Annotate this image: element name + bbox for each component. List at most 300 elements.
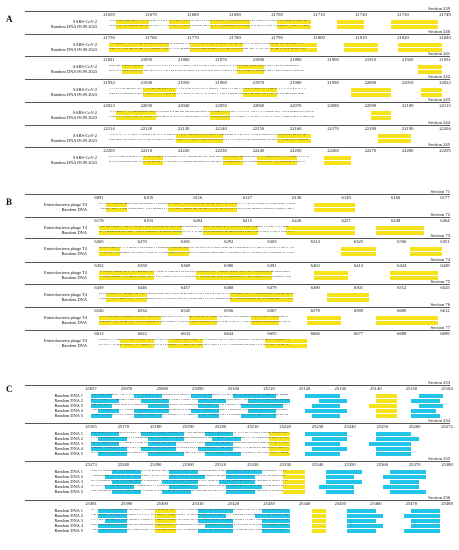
position-tick: 21810 xyxy=(355,35,367,40)
position-tick: 21750 xyxy=(103,35,115,40)
sequence-track xyxy=(99,208,445,212)
sequence-label: Random DNA xyxy=(61,275,87,280)
position-tick: 21780 xyxy=(229,35,241,40)
section-title: Section 243 xyxy=(428,97,450,102)
position-tick: 22250 xyxy=(289,148,302,153)
position-ruler xyxy=(94,308,450,314)
sequence-track xyxy=(109,88,445,92)
position-tick: 22130 xyxy=(177,126,190,131)
section-title: Section 240 xyxy=(428,29,450,34)
sequence-track xyxy=(109,25,445,29)
position-tick: 21749 xyxy=(439,12,451,17)
match-highlight xyxy=(410,247,441,251)
sequence-track xyxy=(109,161,445,165)
position-tick: 22023 xyxy=(103,103,115,108)
match-highlight xyxy=(390,480,418,484)
match-highlight xyxy=(390,271,438,275)
match-highlight xyxy=(314,203,356,207)
sequence-track xyxy=(109,156,445,160)
alignment-section xyxy=(25,6,450,30)
match-highlight xyxy=(312,404,340,408)
sequence-label: Random DNA xyxy=(61,297,87,302)
match-highlight xyxy=(341,247,376,251)
match-highlight xyxy=(376,226,424,230)
sequence-label: Random DNA 4 xyxy=(54,523,83,528)
position-tick: 6303 xyxy=(267,239,277,244)
position-ruler xyxy=(103,103,451,109)
position-tick: 21840 xyxy=(439,35,451,40)
panel-label: B xyxy=(6,197,13,207)
position-tick: 25140 xyxy=(370,386,382,391)
sequence-track xyxy=(99,271,445,275)
position-tick: 6613 xyxy=(94,331,104,336)
alignment-section xyxy=(25,302,450,326)
position-tick: 21850 xyxy=(140,57,153,62)
sequence-track xyxy=(91,480,447,484)
section-title: Section 72 xyxy=(430,212,450,217)
match-highlight xyxy=(326,470,362,474)
position-tick: 25390 xyxy=(120,501,133,506)
position-tick: 21910 xyxy=(364,57,377,62)
match-highlight xyxy=(305,409,348,413)
section-title: Section 236 xyxy=(428,495,450,500)
position-tick: 25380 xyxy=(441,462,453,467)
position-tick: 22190 xyxy=(401,126,414,131)
match-highlight xyxy=(314,271,349,275)
position-ruler xyxy=(94,218,450,224)
position-tick: 21670 xyxy=(145,12,157,17)
nucleotide-sequence: TGGCCGGTCTTACTGTACTAAGTAACTTATTGAAAGAGAGGCAGTGCGTGAGACCCTGTACCAACGTCTCACGTGC xyxy=(91,474,286,478)
position-tick: 25400 xyxy=(156,501,168,506)
position-ruler xyxy=(103,126,451,132)
sequence-track xyxy=(91,509,447,513)
position-ruler xyxy=(85,501,453,507)
sequence-track xyxy=(91,399,447,403)
match-highlight xyxy=(419,404,444,408)
sequence-row xyxy=(25,343,450,348)
match-highlight xyxy=(369,404,397,408)
section-title: Section 76 xyxy=(430,302,450,307)
nucleotide-sequence: CAAACCAATACGGTCAATTGCAAGCAGATCAACGTCAATCATCTGTCATATACGGCTAATTCCGCCGATCTGAGTC xyxy=(99,292,294,296)
position-tick: 22295 xyxy=(439,148,451,153)
sequence-label: Random DNA 3 xyxy=(54,479,83,484)
position-tick: 6138 xyxy=(292,195,302,200)
match-highlight xyxy=(324,156,351,160)
match-highlight xyxy=(305,394,341,398)
position-tick: 22180 xyxy=(364,126,377,131)
match-highlight xyxy=(312,524,326,528)
position-tick: 25180 xyxy=(149,424,162,429)
position-tick: 21800 xyxy=(313,35,325,40)
position-tick: 22022 xyxy=(439,80,451,85)
match-highlight xyxy=(347,529,375,533)
position-tick: 22280 xyxy=(401,148,414,153)
nucleotide-sequence: GTCTTTAGCTCCTTTTACGTTCTATAAGCGTTTCCTGTCCACATGCTTATTTCCGCAGAGCTATCAACTATGAG xyxy=(99,343,289,347)
sequence-track xyxy=(99,293,445,297)
position-tick: 21760 xyxy=(145,35,157,40)
match-highlight xyxy=(305,452,341,456)
position-tick: 6292 xyxy=(224,239,234,244)
position-tick: 21920 xyxy=(401,57,414,62)
sequence-row xyxy=(25,160,450,165)
position-tick: 6314 xyxy=(310,239,320,244)
position-tick: 25110 xyxy=(263,386,275,391)
panel-label: C xyxy=(6,384,13,394)
position-tick: 25220 xyxy=(279,424,291,429)
position-tick: 6633 xyxy=(180,331,191,336)
sequence-track xyxy=(91,470,447,474)
position-tick: 6237 xyxy=(341,218,351,223)
match-highlight xyxy=(371,111,391,115)
position-tick: 6567 xyxy=(267,308,277,313)
match-highlight xyxy=(286,226,355,230)
position-tick: 21770 xyxy=(187,35,199,40)
position-ruler xyxy=(94,285,450,291)
alignment-section xyxy=(25,325,450,349)
position-tick: 6127 xyxy=(242,195,252,200)
sequence-track xyxy=(99,298,445,302)
sequence-label: Random DNA 3 xyxy=(54,403,83,408)
position-tick: 21841 xyxy=(103,57,115,62)
nucleotide-sequence: TATGCATTTGGCCCCAGAATCAGAAAGAGAGACACAGAAATCCATTTACTTATATTGTTTTCCGACTTCAAGCCACTCAC xyxy=(109,110,315,114)
position-tick: 6264 xyxy=(440,218,450,223)
position-tick: 25370 xyxy=(408,462,421,467)
position-tick: 6178 xyxy=(94,218,104,223)
sequence-label: Enterobacteria phage T4 xyxy=(43,338,87,343)
section-title: Section 245 xyxy=(428,142,450,147)
match-highlight xyxy=(351,93,391,97)
sequence-track xyxy=(91,409,447,413)
sequence-label: Random DNA 5 xyxy=(54,413,83,418)
position-tick: 25420 xyxy=(227,501,240,506)
nucleotide-sequence: CTTACAAACGGCAGAGACCTAAGGGTCGCGTCTTGAAACCACCCGTGACGCACCTCAGCAAGTGTCGGCAACAGTAT xyxy=(91,508,289,512)
nucleotide-sequence: TAAATTTTTGATTCGGTCATTTAGACTTGCTCAAGTCTTGATTGGCCCATTGTGTTTGAAGGAATAGTGATACTTAG xyxy=(109,133,307,137)
sequence-track xyxy=(109,65,445,69)
position-tick: 25165 xyxy=(85,424,97,429)
sequence-track xyxy=(99,316,445,320)
match-highlight xyxy=(371,116,391,120)
alignment-section xyxy=(25,279,450,303)
section-title: Section 235 xyxy=(428,456,450,461)
position-tick: 25430 xyxy=(263,501,275,506)
match-highlight xyxy=(312,514,326,518)
sequence-label: Random DNA xyxy=(61,207,87,212)
position-tick: 21900 xyxy=(327,57,339,62)
position-tick: 6413 xyxy=(353,263,364,268)
position-tick: 21950 xyxy=(177,80,190,85)
position-tick: 25130 xyxy=(334,386,346,391)
position-tick: 22080 xyxy=(327,103,339,108)
position-tick: 25320 xyxy=(247,462,259,467)
position-tick: 6352 xyxy=(94,263,104,268)
nucleotide-sequence: TAGCAGGAATAAGCATGGTCATTCTCGCTGTATAGCTGTTACCAGTGGATCGCGCCTTGAACGTATGTCCGCTCG xyxy=(99,275,292,279)
sequence-track xyxy=(91,437,447,441)
alignment-section xyxy=(25,29,450,53)
position-tick: 25100 xyxy=(227,386,240,391)
match-highlight xyxy=(390,470,426,474)
position-tick: 25240 xyxy=(344,424,356,429)
position-tick: 6369 xyxy=(180,263,191,268)
nucleotide-sequence: TCAAGTGCGGTTCTATCTTTCCGATATGCGCGTAAGCATAATATGAGCGCTTACTGCTAACTCGACTAGGAACAGGG xyxy=(91,393,289,397)
sequence-label: Random DNA 09.09.2023 xyxy=(50,69,97,74)
match-highlight xyxy=(312,509,326,513)
section-title: Section 244 xyxy=(428,120,450,125)
position-ruler xyxy=(85,462,453,468)
position-tick: 6358 xyxy=(137,263,147,268)
match-highlight xyxy=(383,475,426,479)
sequence-label: Enterobacteria phage T4 xyxy=(43,225,87,230)
match-highlight xyxy=(351,88,391,92)
nucleotide-sequence: TAAAGTGGACATTTTACCATTGTTATGTTTATCTGTTAACAATCTTTACAAAAATAATGGTAAACAATTGGATGCTGA xyxy=(109,19,309,23)
match-highlight xyxy=(376,452,412,456)
sequence-track xyxy=(91,404,447,408)
position-tick: 25330 xyxy=(279,462,291,467)
match-highlight xyxy=(307,321,342,325)
position-tick: 6666 xyxy=(310,331,320,336)
position-tick: 22150 xyxy=(252,126,265,131)
sequence-label: Random DNA 2 xyxy=(54,436,83,441)
sequence-label: Random DNA 09.09.2023 xyxy=(50,24,97,29)
sequence-label: Random DNA 5 xyxy=(54,489,83,494)
nucleotide-sequence: GTTGCGGAACTCGTTCATCCGGTAAGACTGCGATATTTAGACAGCCCGTGAGGAGCTACTTGATGAATGATCCATT xyxy=(99,230,294,234)
position-tick: 22220 xyxy=(177,148,190,153)
position-tick: 25150 xyxy=(405,386,418,391)
nucleotide-sequence: ACGTATACTACATAAGTTCAAGAATTAATACCACGTTCTACCAGAGGATTGCCTTTACTTTGTTTGTTCCAAGTAAGAAG xyxy=(109,115,315,119)
match-highlight xyxy=(283,475,304,479)
position-tick: 6556 xyxy=(224,308,234,313)
section-title: Section 75 xyxy=(430,279,450,284)
position-tick: 25090 xyxy=(192,386,204,391)
position-tick: 25340 xyxy=(311,462,324,467)
position-tick: 25273 xyxy=(85,462,97,467)
match-highlight xyxy=(341,252,376,256)
alignment-section xyxy=(25,418,453,457)
match-highlight xyxy=(383,485,419,489)
sequence-track xyxy=(99,339,445,343)
position-tick: 22240 xyxy=(252,148,265,153)
match-highlight xyxy=(347,514,383,518)
position-ruler xyxy=(85,386,453,392)
position-tick: 6644 xyxy=(224,331,234,336)
position-tick: 21890 xyxy=(289,57,302,62)
position-tick: 21960 xyxy=(215,80,227,85)
match-highlight xyxy=(376,321,438,325)
section-title: Section 71 xyxy=(430,189,450,194)
position-tick: 21940 xyxy=(140,80,153,85)
section-title: Section 77 xyxy=(430,325,450,330)
match-highlight xyxy=(337,25,364,29)
position-tick: 21970 xyxy=(252,80,265,85)
match-highlight xyxy=(369,442,412,446)
sequence-label: Random DNA xyxy=(61,343,87,348)
match-highlight xyxy=(421,93,441,97)
match-highlight xyxy=(411,399,439,403)
match-highlight xyxy=(418,65,442,69)
sequence-label: Random DNA 2 xyxy=(54,474,83,479)
section-title: Section 241 xyxy=(428,51,450,56)
match-highlight xyxy=(411,414,439,418)
position-tick: 25488 xyxy=(441,501,453,506)
sequence-row xyxy=(25,528,450,533)
sequence-track xyxy=(109,116,445,120)
position-tick: 21690 xyxy=(229,12,241,17)
position-tick: 22100 xyxy=(401,103,414,108)
nucleotide-sequence: AACTTAATGCATCTTTGTGACAACTTAGAGTGACTACCAGATTCTAGGCAAGTAGCCACCAAGTAAGGAGCTTATA xyxy=(99,297,294,301)
sequence-track xyxy=(91,414,447,418)
position-tick: 6622 xyxy=(137,331,147,336)
nucleotide-sequence: ACTGCGCCTTCCTTGTTGGTTCGCAATCGTGAGTGTCCTGACCCGAGTGTATAGAAGAGCAGCGACAACTAACCG xyxy=(91,489,284,493)
match-highlight xyxy=(314,208,356,212)
position-tick: 6438 xyxy=(440,263,450,268)
position-tick: 22060 xyxy=(252,103,265,108)
position-tick: 25080 xyxy=(156,386,168,391)
nucleotide-sequence: CTAAGGGAAAGTTTCGACCCAAGCGCTTAGTTCTAGAAGGCGTCTACGAATCTAAGACGGGCTAACCGGTACCTTAT xyxy=(91,479,289,483)
position-tick: 6391 xyxy=(267,263,277,268)
sequence-track xyxy=(99,252,445,256)
position-tick: 22270 xyxy=(364,148,377,153)
match-highlight xyxy=(391,25,438,29)
alignment-section xyxy=(25,380,453,419)
match-highlight xyxy=(376,316,438,320)
sequence-label: Random DNA 3 xyxy=(54,518,83,523)
sequence-track xyxy=(91,475,447,479)
position-tick: 22260 xyxy=(327,148,339,153)
position-tick: 6526 xyxy=(94,308,104,313)
position-tick: 25360 xyxy=(376,462,389,467)
position-tick: 25057 xyxy=(85,386,97,391)
match-highlight xyxy=(305,442,341,446)
nucleotide-sequence: AGTGCGATAGCAATACCTATATTTAACCTTAGGTGCTTACACCGGCCGTCGATATTGCCATGTGCTCTACAAAGTGG xyxy=(91,513,289,517)
position-tick: 22010 xyxy=(401,80,414,85)
sequence-label: Random DNA 3 xyxy=(54,441,83,446)
match-highlight xyxy=(376,394,397,398)
sequence-track xyxy=(99,247,445,251)
section-title: Section 233 xyxy=(428,380,450,385)
match-highlight xyxy=(410,252,441,256)
alignment-section xyxy=(25,120,450,144)
sequence-label: Random DNA 09.09.2023 xyxy=(50,138,97,143)
nucleotide-sequence: GCAGGAAGAGAGCGACAGTGGCCGAGGCACCCTGACCAGATCCCTACACCATACCAATAGAATCTAGTTGCGAAGCA xyxy=(91,523,289,527)
match-highlight xyxy=(419,394,444,398)
sequence-label: Random DNA 4 xyxy=(54,484,83,489)
position-tick: 22090 xyxy=(364,103,377,108)
nucleotide-sequence: TACTCAGCCTTCTTGCATACGAGGCTAGATCCGATTTAGGTTTGCACGCATCTAAGGGATATGTACGTATTCGAGTG xyxy=(91,413,289,417)
position-tick: 6149 xyxy=(341,195,351,200)
position-tick: 22210 xyxy=(140,148,153,153)
sequence-label: Random DNA 09.09.2023 xyxy=(50,92,97,97)
position-tick: 6380 xyxy=(224,263,234,268)
sequence-label: Random DNA 2 xyxy=(54,398,83,403)
position-tick: 6193 xyxy=(143,218,154,223)
sequence-label: Random DNA xyxy=(61,251,87,256)
match-highlight xyxy=(421,88,441,92)
alignment-section xyxy=(25,189,450,213)
match-highlight xyxy=(390,490,426,494)
position-tick: 25190 xyxy=(182,424,194,429)
position-ruler xyxy=(103,57,451,63)
position-tick: 25381 xyxy=(85,501,97,506)
sequence-label: Random DNA 09.09.2023 xyxy=(50,47,97,52)
match-highlight xyxy=(347,519,375,523)
sequence-label: Enterobacteria phage T4 xyxy=(43,292,87,297)
match-highlight xyxy=(347,524,383,528)
position-tick: 22205 xyxy=(103,148,115,153)
sequence-label: SARS-CoV-2 xyxy=(73,155,97,160)
match-highlight xyxy=(326,475,354,479)
sequence-label: Random DNA 1 xyxy=(54,508,83,513)
sequence-label: Random DNA 1 xyxy=(54,469,83,474)
position-tick: 6525 xyxy=(440,285,450,290)
position-tick: 6424 xyxy=(397,263,407,268)
position-tick: 21870 xyxy=(215,57,227,62)
position-tick: 6677 xyxy=(353,331,364,336)
position-tick: 21820 xyxy=(397,35,409,40)
section-title: Section 242 xyxy=(428,74,450,79)
match-highlight xyxy=(411,519,439,523)
sequence-label: Enterobacteria phage T4 xyxy=(43,202,87,207)
position-tick: 22050 xyxy=(215,103,227,108)
position-tick: 6545 xyxy=(180,308,191,313)
match-highlight xyxy=(376,432,412,436)
sequence-row xyxy=(25,489,450,494)
position-tick: 25290 xyxy=(149,462,162,467)
nucleotide-sequence: GTGTACTTCACGGCCGCTCCGACTTAACCGAACTGCCTTATTGGCTGCTGGGTCCCGAGATAGTAGCTGCACCTCA xyxy=(91,484,286,488)
position-tick: 25164 xyxy=(441,386,453,391)
position-tick: 25272 xyxy=(441,424,453,429)
nucleotide-sequence: AGATACGCTTCTTTCGATGGCGGTATCCTCGAGACTAAGCCGTTGGGATGGCATGGCGTTACCACTCTGGCTGCCCA xyxy=(91,408,289,412)
nucleotide-sequence: ATTCGTCAGATATCAGGGTTCCCTTACCAAACCTCTCGTGTCTCCGTGATTCCGGTGGCTTACATCCCTACTCTGTC xyxy=(91,518,289,522)
position-tick: 6226 xyxy=(292,218,302,223)
sequence-label: Random DNA 1 xyxy=(54,393,83,398)
position-tick: 25200 xyxy=(214,424,227,429)
position-ruler xyxy=(103,80,451,86)
sequence-label: Random DNA xyxy=(61,230,87,235)
position-tick: 6699 xyxy=(440,331,450,336)
position-tick: 6281 xyxy=(180,239,191,244)
sequence-track xyxy=(109,70,445,74)
position-tick: 22114 xyxy=(103,126,115,131)
sequence-label: SARS-CoV-2 xyxy=(73,64,97,69)
position-tick: 25120 xyxy=(298,386,311,391)
position-tick: 22030 xyxy=(140,103,153,108)
position-tick: 6336 xyxy=(397,239,407,244)
sequence-label: SARS-CoV-2 xyxy=(73,87,97,92)
sequence-track xyxy=(109,93,445,97)
nucleotide-sequence: GCAATACCCATGATAGTTTTTTGAACATTCAATTCATTAACTTTCATGGGTAAGTCAGCTGATGTCAAAGACGAGG xyxy=(109,92,304,96)
sequence-track xyxy=(91,432,447,436)
nucleotide-sequence: GCAGAAGCTCGCATTGTAATATATTATTAGCATGTAACATGTACAAATTAAAGCACCAACAAAATCAAACCGGG xyxy=(109,64,299,68)
sequence-label: SARS-CoV-2 xyxy=(73,110,97,115)
match-highlight xyxy=(283,485,304,489)
position-tick: 6351 xyxy=(440,239,450,244)
position-tick: 6270 xyxy=(137,239,147,244)
match-highlight xyxy=(411,509,439,513)
position-tick: 25460 xyxy=(370,501,382,506)
sequence-track xyxy=(99,321,445,325)
alignment-section xyxy=(25,74,450,98)
position-tick: 21860 xyxy=(177,57,190,62)
sequence-track xyxy=(99,344,445,348)
position-tick: 6468 xyxy=(224,285,234,290)
sequence-label: Random DNA 5 xyxy=(54,528,83,533)
position-tick: 21990 xyxy=(327,80,339,85)
match-highlight xyxy=(398,43,442,47)
position-tick: 6439 xyxy=(94,285,104,290)
sequence-track xyxy=(91,514,447,518)
position-ruler xyxy=(94,239,450,245)
position-tick: 25470 xyxy=(405,501,418,506)
sequence-track xyxy=(91,490,447,494)
